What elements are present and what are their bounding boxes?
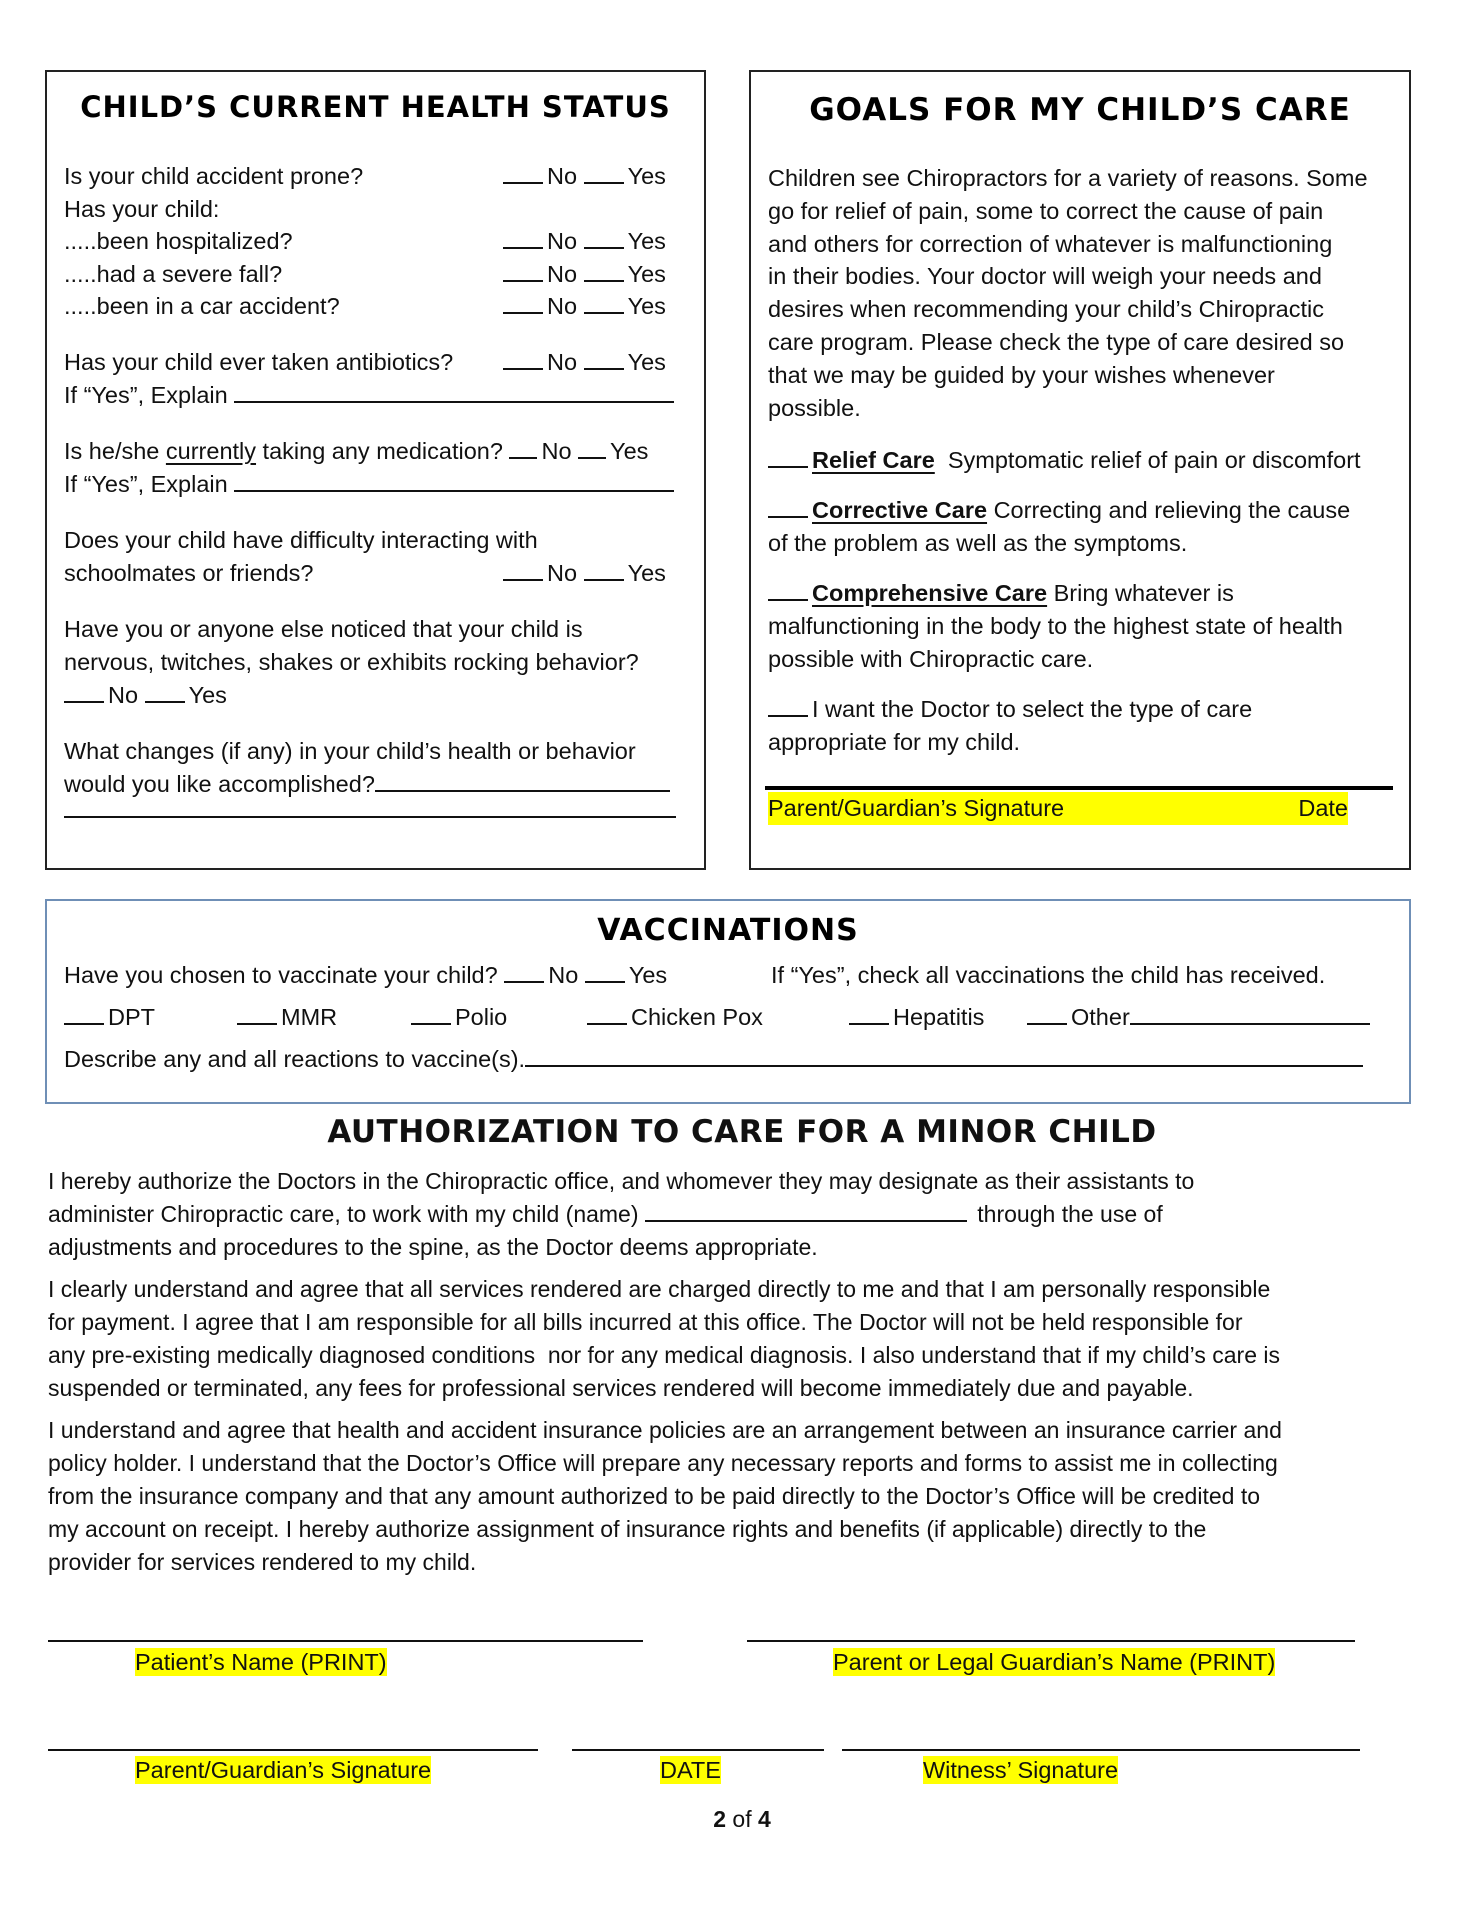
yes-blank[interactable] — [584, 557, 624, 581]
q-car-accident: .....been in a car accident? — [64, 293, 340, 319]
goals-date-label: Date — [1298, 795, 1348, 821]
no-blank[interactable] — [503, 258, 543, 282]
severe-fall-answer: No Yes — [503, 258, 666, 291]
goals-signature-line[interactable] — [765, 786, 1393, 790]
vaccinate-question: Have you chosen to vaccinate your child? No Yes — [64, 959, 667, 992]
corrective-care-desc: of the problem as well as the symptoms. — [768, 530, 1188, 556]
guardian-name-label: Parent or Legal Guardian’s Name (PRINT) — [833, 1649, 1276, 1675]
vaccinations-section — [45, 899, 1411, 1104]
corrective-care-checkbox[interactable] — [768, 494, 808, 518]
relief-care-checkbox[interactable] — [768, 444, 808, 468]
yes-blank[interactable] — [584, 346, 624, 370]
yes-blank[interactable] — [145, 679, 185, 703]
no-blank[interactable] — [64, 679, 104, 703]
vaccine-dpt: DPT — [64, 1001, 155, 1034]
child-name-field[interactable] — [645, 1198, 967, 1222]
authorization-paragraph-3: I understand and agree that health and accident insurance policies are an arrangement between an insurance carrier and policy holder. I understand that the Doctor’s Office will prepare any necessary reports and forms to assist me in collecting from the insurance company and that any amount authorized to be paid directly to the Doctor’s Office will be credited to my account on receipt. I hereby authorize assignment of insurance rights and benefits (if applicable) directly to the provider for services rendered to my child. — [48, 1417, 1282, 1575]
health-status-section — [45, 70, 706, 870]
medication-explain: If “Yes”, Explain — [64, 468, 678, 501]
q-difficulty-line2: schoolmates or friends? — [64, 560, 314, 586]
hospitalized-answer: No Yes — [503, 225, 666, 258]
q-nervous-line2: nervous, twitches, shakes or exhibits rocking behavior? — [64, 649, 639, 675]
goals-section — [749, 70, 1411, 870]
changes-field[interactable] — [375, 768, 670, 792]
goals-title: GOALS FOR MY CHILD’S CARE — [809, 92, 1351, 128]
vaccine-reactions-field[interactable] — [525, 1043, 1363, 1067]
comprehensive-care-checkbox[interactable] — [768, 577, 808, 601]
guardian-signature-label: Parent/Guardian’s Signature — [135, 1757, 432, 1783]
goals-signature-label: Parent/Guardian’s Signature Date — [768, 792, 1348, 825]
guardian-name-line[interactable] — [747, 1640, 1355, 1642]
vaccine-hepatitis: Hepatitis — [849, 1001, 984, 1034]
antibiotics-answer: No Yes — [503, 346, 666, 379]
vaccine-mmr: MMR — [237, 1001, 337, 1034]
yes-blank[interactable] — [584, 258, 624, 282]
no-blank[interactable] — [503, 290, 543, 314]
authorization-paragraph-2: I clearly understand and agree that all services rendered are charged directly to me and that I am personally responsible for payment. I agree that I am responsible for all bills incurred at this office. The Doctor will not be held responsible for any pre-existing medically diagnosed conditions nor for any medical diagnosis. I also understand that if my child’s care is suspended or terminated, any fees for professional services rendered will become immediately due and payable. — [48, 1276, 1280, 1401]
doctor-select-checkbox[interactable] — [768, 693, 808, 717]
q-nervous-line1: Have you or anyone else noticed that your child is — [64, 616, 583, 642]
yes-blank[interactable] — [584, 225, 624, 249]
q-hospitalized: .....been hospitalized? — [64, 228, 293, 254]
q-accident-prone: Is your child accident prone? — [64, 163, 364, 189]
antibiotics-explain: If “Yes”, Explain — [64, 379, 678, 412]
no-blank[interactable] — [503, 225, 543, 249]
authorization-child-name-line: administer Chiropractic care, to work with my child (name) through the use of — [48, 1198, 1438, 1231]
accident-prone-answer: No Yes — [503, 160, 666, 193]
no-blank[interactable] — [503, 557, 543, 581]
dpt-checkbox[interactable] — [64, 1001, 104, 1025]
chicken-pox-checkbox[interactable] — [587, 1001, 627, 1025]
vaccinate-if-yes-note: If “Yes”, check all vaccinations the child has received. — [771, 962, 1326, 988]
authorization-title: AUTHORIZATION TO CARE FOR A MINOR CHILD — [327, 1114, 1157, 1150]
health-status-title: CHILD’S CURRENT HEALTH STATUS — [80, 90, 671, 124]
car-accident-answer: No Yes — [503, 290, 666, 323]
difficulty-answer: No Yes — [503, 557, 666, 590]
doctor-select-desc: appropriate for my child. — [768, 729, 1021, 755]
mmr-checkbox[interactable] — [237, 1001, 277, 1025]
hepatitis-checkbox[interactable] — [849, 1001, 889, 1025]
q-difficulty-line1: Does your child have difficulty interacting with — [64, 527, 538, 553]
yes-blank[interactable] — [584, 160, 624, 184]
other-checkbox[interactable] — [1027, 1001, 1067, 1025]
no-blank[interactable] — [509, 435, 537, 459]
q-changes-line1: What changes (if any) in your child’s health or behavior — [64, 738, 636, 764]
goals-intro: Children see Chiropractors for a variety of reasons. Some go for relief of pain, some to correct the cause of pain and others for correction of whatever is malfunctioning in their bodies. Your doctor will weigh your needs and desires when recommending your child’s Chiropractic care program. Please check the type of care desired so that we may be guided by your wishes whenever possible. — [768, 165, 1368, 421]
yes-blank[interactable] — [585, 959, 625, 983]
patient-name-line[interactable] — [48, 1640, 643, 1642]
vaccinations-title: VACCINATIONS — [597, 913, 859, 948]
witness-signature-line[interactable] — [842, 1749, 1360, 1751]
q-has-your-child: Has your child: — [64, 196, 220, 222]
date-label: DATE — [660, 1757, 721, 1783]
date-line[interactable] — [572, 1749, 824, 1751]
patient-name-label: Patient’s Name (PRINT) — [135, 1649, 387, 1675]
nervous-answer: No Yes — [64, 679, 227, 712]
changes-field-continued[interactable] — [64, 794, 676, 818]
vaccine-polio: Polio — [411, 1001, 507, 1034]
doctor-select-option: I want the Doctor to select the type of care — [768, 693, 1252, 726]
vaccine-chicken-pox: Chicken Pox — [587, 1001, 763, 1034]
authorization-paragraph-1: I hereby authorize the Doctors in the Chiropractic office, and whomever they may designate as their assistants to administer Chiropractic care, to work with my child (name) through the use of adjustments and procedures to the spine, as the Doctor deems appropriate. — [48, 1165, 1438, 1264]
no-blank[interactable] — [503, 160, 543, 184]
changes-field-line2[interactable] — [64, 794, 680, 823]
comprehensive-care-option: Comprehensive Care Bring whatever is — [768, 577, 1234, 610]
guardian-signature-line[interactable] — [48, 1749, 538, 1751]
yes-blank[interactable] — [578, 435, 606, 459]
other-vaccine-field[interactable] — [1130, 1001, 1370, 1025]
q-changes-line2: would you like accomplished? — [64, 768, 674, 801]
q-severe-fall: .....had a severe fall? — [64, 261, 283, 287]
witness-signature-label: Witness’ Signature — [923, 1757, 1119, 1783]
comprehensive-care-desc3: possible with Chiropractic care. — [768, 646, 1094, 672]
page-number: 2 of 4 — [713, 1806, 771, 1832]
q-medication: Is he/she currently taking any medication? No Yes — [64, 435, 648, 468]
no-blank[interactable] — [504, 959, 544, 983]
no-blank[interactable] — [503, 346, 543, 370]
corrective-care-option: Corrective Care Correcting and relieving the cause — [768, 494, 1350, 527]
antibiotics-explain-field[interactable] — [234, 379, 674, 403]
medication-explain-field[interactable] — [234, 468, 674, 492]
polio-checkbox[interactable] — [411, 1001, 451, 1025]
comprehensive-care-desc2: malfunctioning in the body to the highest state of health — [768, 613, 1343, 639]
yes-blank[interactable] — [584, 290, 624, 314]
q-antibiotics: Has your child ever taken antibiotics? — [64, 349, 454, 375]
vaccine-reactions: Describe any and all reactions to vaccine(s). — [64, 1043, 1367, 1076]
relief-care-option: Relief Care Symptomatic relief of pain or discomfort — [768, 444, 1361, 477]
vaccine-other: Other — [1027, 1001, 1374, 1034]
